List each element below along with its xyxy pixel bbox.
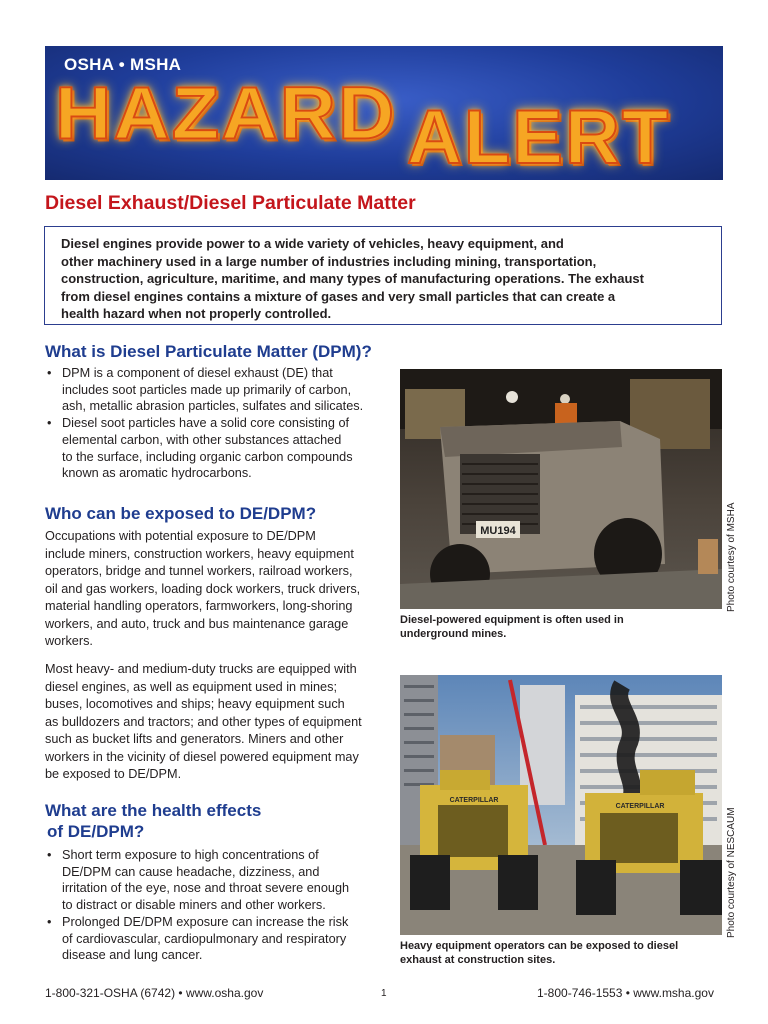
health-effects-list — [45, 847, 391, 964]
list-item-line: DE/DPM can cause headache, dizziness, and — [62, 864, 320, 879]
caption-line: Heavy equipment operators can be exposed to diesel — [400, 940, 679, 952]
intro-line: from diesel engines contains a mixture of gases and very small particles that can create a — [61, 288, 616, 304]
paragraph-line: such as bucket lifts and generators. Miners and other — [45, 732, 344, 746]
paragraph-line: diesel engines, as well as equipment used in mines; — [45, 679, 337, 694]
intro-line: construction, agriculture, maritime, and many types of manufacturing operations. The exhaust — [61, 271, 644, 287]
agency-label: OSHA • MSHA — [64, 55, 182, 74]
list-item-line: includes soot particles made up primarily of carbon, — [62, 382, 352, 397]
footer-msha-contact: 1-800-746-1553 • www.msha.gov — [537, 986, 714, 1000]
list-item-line: • Prolonged DE/DPM exposure can increase the risk — [62, 914, 349, 929]
list-item — [45, 847, 391, 914]
page-title: Diesel Exhaust/Diesel Particulate Matter — [45, 192, 416, 214]
hazard-alert-banner — [45, 46, 723, 180]
list-item-line: known as aromatic hydrocarbons. — [62, 466, 252, 481]
list-item-line: • DPM is a component of diesel exhaust (DE) that — [62, 366, 333, 380]
paragraph-line: workers. — [45, 634, 93, 648]
caption-line: Diesel-powered equipment is often used in — [400, 614, 624, 626]
list-item — [45, 415, 391, 482]
paragraph-line: as bulldozers and tractors; and other types of equipment — [45, 714, 362, 729]
list-item-line: to distract or disable miners and other workers. — [62, 898, 326, 913]
what-is-dpm-list — [45, 365, 391, 482]
list-item-line: of cardiovascular, cardiopulmonary and respiratory — [62, 931, 347, 946]
paragraph-line: Most heavy- and medium-duty trucks are equipped with — [45, 662, 357, 676]
intro-line: other machinery used in a large number of industries including mining, transportation, — [61, 253, 597, 269]
construction-photo-credit: Photo courtesy of NESCAUM — [726, 807, 737, 938]
list-item-line: ash, metallic abrasion particles, sulfates and silicates. — [62, 399, 364, 414]
paragraph-line: include miners, construction workers, heavy equipment — [45, 546, 354, 561]
loader-brand-text-right: CATERPILLAR — [615, 803, 665, 810]
paragraph-line: be exposed to DE/DPM. — [45, 767, 182, 781]
banner-word-alert: ALERT — [407, 95, 671, 180]
mine-photo-credit: Photo courtesy of MSHA — [726, 502, 737, 612]
paragraph-line: material handling operators, farmworkers, long-shoring — [45, 599, 353, 613]
section-heading-who-exposed: Who can be exposed to DE/DPM? — [45, 504, 317, 523]
heading-line: What are the health effects — [45, 801, 262, 820]
page-number: 1 — [381, 988, 387, 999]
paragraph-line: oil and gas workers, loading dock workers, truck drivers, — [45, 581, 361, 596]
mine-photo-image — [400, 369, 722, 609]
loader-brand-text-left: CATERPILLAR — [449, 797, 499, 804]
who-exposed-paragraph-2 — [45, 661, 391, 784]
who-exposed-paragraph-1 — [45, 528, 391, 651]
list-item-line: to the surface, including organic carbon compounds — [62, 449, 353, 464]
caption-line: underground mines. — [400, 627, 507, 640]
banner-word-hazard: HAZARD — [55, 70, 397, 155]
list-item-line: disease and lung cancer. — [62, 948, 203, 963]
paragraph-line: Occupations with potential exposure to DE/DPM — [45, 529, 316, 543]
heading-line: of DE/DPM? — [47, 822, 145, 841]
list-item-line: • Short term exposure to high concentrations of — [62, 848, 319, 862]
list-item — [45, 914, 391, 964]
section-heading-health-effects — [45, 800, 261, 842]
intro-line: health hazard when not properly controlled. — [61, 306, 332, 322]
footer-osha-contact: 1-800-321-OSHA (6742) • www.osha.gov — [45, 986, 264, 1000]
paragraph-line: operators, bridge and tunnel workers, railroad workers, — [45, 564, 353, 578]
paragraph-line: workers in the vicinity of diesel powered equipment may — [45, 749, 359, 764]
construction-photo-caption — [400, 940, 700, 967]
list-item-line: elemental carbon, with other substances attached — [62, 432, 342, 447]
vehicle-plate-text: MU194 — [480, 525, 516, 537]
intro-box — [44, 226, 722, 325]
mine-photo-caption — [400, 614, 700, 641]
construction-photo — [400, 675, 722, 935]
intro-line: Diesel engines provide power to a wide variety of vehicles, heavy equipment, and — [61, 236, 564, 251]
caption-line: exhaust at construction sites. — [400, 953, 556, 966]
paragraph-line: workers, and auto, truck and bus maintenance garage — [45, 616, 349, 631]
list-item-line: • Diesel soot particles have a solid core consisting of — [62, 416, 350, 431]
list-item — [45, 365, 391, 415]
paragraph-line: buses, locomotives and ships; heavy equipment such — [45, 697, 345, 711]
section-heading-what-is-dpm: What is Diesel Particulate Matter (DPM)? — [45, 342, 372, 361]
construction-photo-image — [400, 675, 722, 935]
mine-photo — [400, 369, 722, 609]
list-item-line: irritation of the eye, nose and throat severe enough — [62, 881, 350, 896]
